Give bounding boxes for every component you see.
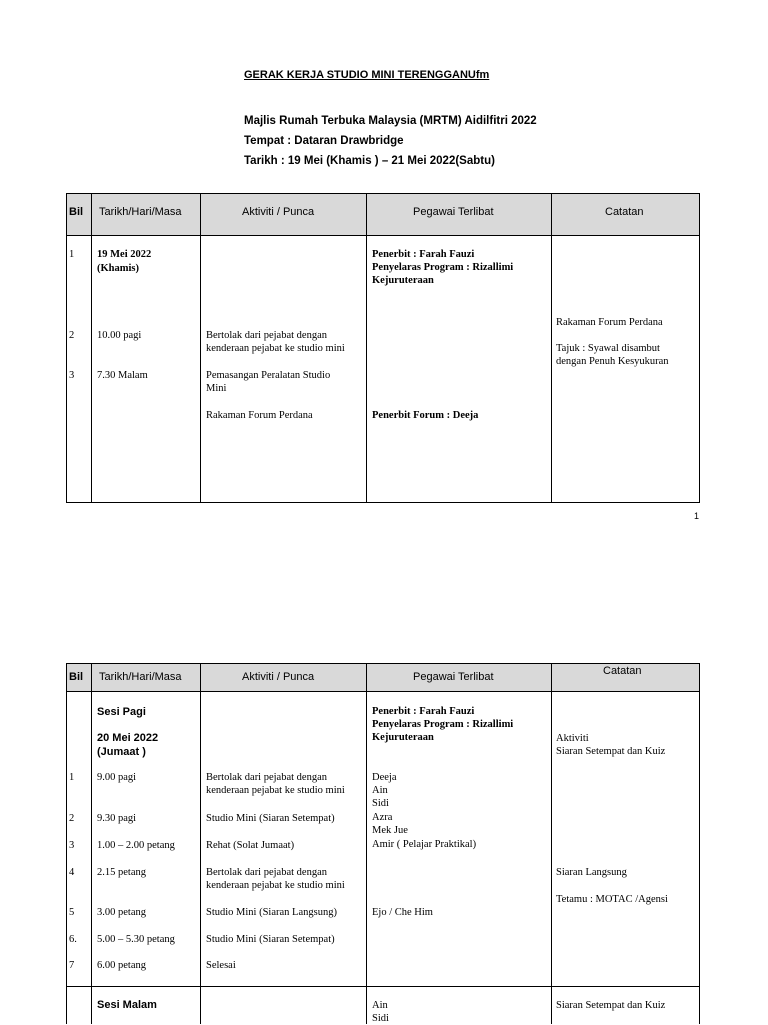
table-2-aktiviti-3: Rehat (Solat Jumaat) bbox=[206, 840, 295, 851]
table-1-day-line-1: 19 Mei 2022 bbox=[97, 249, 152, 260]
table-2-catatan-aktiviti: Aktiviti bbox=[556, 733, 589, 744]
malam-catatan: Siaran Setempat dan Kuiz bbox=[556, 1000, 666, 1011]
table-2-catatan-siaran: Siaran Setempat dan Kuiz bbox=[556, 746, 666, 757]
table-2-masa-4: 2.15 petang bbox=[97, 867, 146, 878]
table-1-penerbit: Penerbit : Farah Fauzi bbox=[372, 249, 475, 260]
header-bil: Bil bbox=[69, 206, 84, 218]
table-2-bil-7: 7 bbox=[69, 960, 75, 971]
table-1-penyelaras: Penyelaras Program : Rizallimi bbox=[372, 262, 514, 273]
event-name: Majlis Rumah Terbuka Malaysia (MRTM) Aidilfitri 2022 bbox=[244, 115, 537, 127]
table-1-aktiviti-3b: Mini bbox=[206, 383, 227, 394]
header-tarikh: Tarikh/Hari/Masa bbox=[99, 206, 182, 218]
table-2-masa-5: 3.00 petang bbox=[97, 907, 146, 918]
table-1-aktiviti-2a: Bertolak dari pejabat dengan bbox=[206, 330, 327, 341]
table-2-masa-6: 5.00 – 5.30 petang bbox=[97, 934, 175, 945]
sesi-malam-label: Sesi Malam bbox=[97, 999, 157, 1011]
table-1-catatan-1: Rakaman Forum Perdana bbox=[556, 317, 663, 328]
table-1-day-line-2: (Khamis) bbox=[97, 263, 139, 274]
table-2-aktiviti-7: Selesai bbox=[206, 960, 236, 971]
table-2-aktiviti-2: Studio Mini (Siaran Setempat) bbox=[206, 813, 335, 824]
table-1-penerbit-forum: Penerbit Forum : Deeja bbox=[372, 410, 479, 421]
header-aktiviti: Aktiviti / Punca bbox=[242, 206, 315, 218]
table-1-catatan-3: dengan Penuh Kesyukuran bbox=[556, 356, 669, 367]
table-2-masa-3: 1.00 – 2.00 petang bbox=[97, 840, 175, 851]
header-2-tarikh: Tarikh/Hari/Masa bbox=[99, 671, 182, 683]
table-2-aktiviti-4a: Bertolak dari pejabat dengan bbox=[206, 867, 327, 878]
table-2-bil-2: 2 bbox=[69, 813, 75, 824]
table-2-masa-7: 6.00 petang bbox=[97, 960, 146, 971]
pegawai-deeja: Deeja bbox=[372, 772, 397, 783]
table-2-bil-5: 5 bbox=[69, 907, 75, 918]
table-2-kejuruteraan: Kejuruteraan bbox=[372, 732, 434, 743]
page-number: 1 bbox=[694, 511, 700, 521]
table-1-kejuruteraan: Kejuruteraan bbox=[372, 275, 434, 286]
table-2-catatan-langsung: Siaran Langsung bbox=[556, 867, 627, 878]
table-1-catatan-2: Tajuk : Syawal disambut bbox=[556, 343, 660, 354]
table-1-aktiviti-forum: Rakaman Forum Perdana bbox=[206, 410, 313, 421]
pegawai-ejo-che-him: Ejo / Che Him bbox=[372, 907, 433, 918]
header-2-catatan: Catatan bbox=[603, 665, 642, 677]
table-2-masa-2: 9.30 pagi bbox=[97, 813, 137, 824]
table-2-aktiviti-1a: Bertolak dari pejabat dengan bbox=[206, 772, 327, 783]
table-1-masa-2: 10.00 pagi bbox=[97, 330, 142, 341]
table-2-masa-1: 9.00 pagi bbox=[97, 772, 137, 783]
event-venue: Tempat : Dataran Drawbridge bbox=[244, 135, 404, 147]
pegawai-sidi: Sidi bbox=[372, 798, 389, 809]
table-1-bil-2: 2 bbox=[69, 330, 75, 341]
table-1-masa-3: 7.30 Malam bbox=[97, 370, 148, 381]
table-1-bil-1: 1 bbox=[69, 249, 75, 260]
table-2-aktiviti-1b: kenderaan pejabat ke studio mini bbox=[206, 785, 345, 796]
table-2-aktiviti-4b: kenderaan pejabat ke studio mini bbox=[206, 880, 345, 891]
header-2-aktiviti: Aktiviti / Punca bbox=[242, 671, 315, 683]
sesi-pagi-label: Sesi Pagi bbox=[97, 706, 146, 718]
malam-pegawai-ain: Ain bbox=[372, 1000, 388, 1011]
table-2-bil-6: 6. bbox=[69, 934, 77, 945]
table-2-bil-4: 4 bbox=[69, 867, 75, 878]
pegawai-amir: Amir ( Pelajar Praktikal) bbox=[372, 839, 477, 850]
table-1-aktiviti-3a: Pemasangan Peralatan Studio bbox=[206, 370, 331, 381]
table-2-day-line-1: 20 Mei 2022 bbox=[97, 732, 159, 744]
table-2-catatan-tetamu: Tetamu : MOTAC /Agensi bbox=[556, 894, 668, 905]
header-2-pegawai: Pegawai Terlibat bbox=[413, 671, 494, 683]
table-2-aktiviti-5: Studio Mini (Siaran Langsung) bbox=[206, 907, 337, 918]
header-catatan: Catatan bbox=[605, 206, 644, 218]
event-date: Tarikh : 19 Mei (Khamis ) – 21 Mei 2022(Sabtu) bbox=[244, 155, 495, 167]
malam-pegawai-sidi: Sidi bbox=[372, 1013, 389, 1024]
table-2-bil-1: 1 bbox=[69, 772, 75, 783]
table-2-penerbit: Penerbit : Farah Fauzi bbox=[372, 706, 475, 717]
pegawai-azra: Azra bbox=[372, 812, 393, 823]
document-title: GERAK KERJA STUDIO MINI TERENGGANUfm bbox=[244, 69, 490, 81]
table-2-bil-3: 3 bbox=[69, 840, 75, 851]
pegawai-ain: Ain bbox=[372, 785, 388, 796]
table-2-day-line-2: (Jumaat ) bbox=[97, 746, 146, 758]
pegawai-mek-jue: Mek Jue bbox=[372, 825, 408, 836]
table-1-bil-3: 3 bbox=[69, 370, 75, 381]
table-2-penyelaras: Penyelaras Program : Rizallimi bbox=[372, 719, 514, 730]
header-pegawai: Pegawai Terlibat bbox=[413, 206, 494, 218]
table-1-aktiviti-2b: kenderaan pejabat ke studio mini bbox=[206, 343, 345, 354]
header-2-bil: Bil bbox=[69, 671, 84, 683]
table-2-aktiviti-6: Studio Mini (Siaran Setempat) bbox=[206, 934, 335, 945]
